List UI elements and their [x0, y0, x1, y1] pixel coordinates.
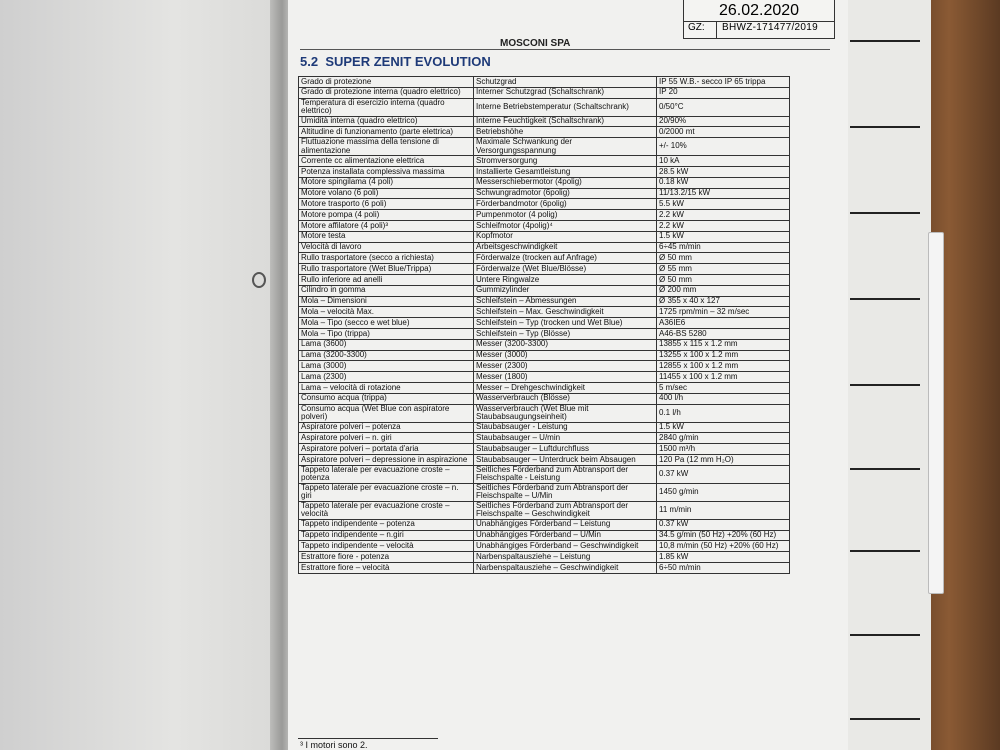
- value-cell: IP 55 W.B.- secco IP 65 trippa: [657, 77, 790, 88]
- table-row: [299, 264, 790, 275]
- page-edge-mark: [850, 126, 920, 128]
- value-cell: 0.37 kW: [657, 519, 790, 530]
- it-label-cell: Lama (3200-3300): [299, 350, 474, 361]
- table-row: [299, 350, 790, 361]
- value-cell: 0/50°C: [657, 98, 790, 116]
- it-label-cell: Motore spingilama (4 poli): [299, 177, 474, 188]
- it-label-cell: Motore trasporto (6 poli): [299, 199, 474, 210]
- page-edge-mark: [850, 298, 920, 300]
- de-label-cell: Stromversorgung: [474, 156, 657, 167]
- it-label-cell: Estrattore fiore - potenza: [299, 552, 474, 563]
- de-label-cell: Staubabsauger - Leistung: [474, 422, 657, 433]
- header-rule: [300, 49, 830, 50]
- value-cell: 1500 m³/h: [657, 444, 790, 455]
- table-row: [299, 519, 790, 530]
- it-label-cell: Aspiratore polveri – depressione in aspirazione: [299, 454, 474, 465]
- table-row: [299, 127, 790, 138]
- table-row: [299, 483, 790, 501]
- page-edge-mark: [850, 550, 920, 552]
- value-cell: 5.5 kW: [657, 199, 790, 210]
- table-row: [299, 501, 790, 519]
- value-cell: 11 m/min: [657, 501, 790, 519]
- table-row: [299, 77, 790, 88]
- value-cell: 1725 rpm/min – 32 m/sec: [657, 307, 790, 318]
- table-row: [299, 242, 790, 253]
- binder-ring: [252, 272, 266, 288]
- table-row: [299, 433, 790, 444]
- de-label-cell: Messer (3000): [474, 350, 657, 361]
- table-row: [299, 382, 790, 393]
- de-label-cell: Förderbandmotor (6polig): [474, 199, 657, 210]
- de-label-cell: Schleifmotor (4polig)⁴: [474, 220, 657, 231]
- value-cell: 2840 g/min: [657, 433, 790, 444]
- table-row: [299, 199, 790, 210]
- section-title: [300, 54, 491, 69]
- value-cell: 0.37 kW: [657, 465, 790, 483]
- de-label-cell: Narbenspaltausziehe – Geschwindigkeit: [474, 562, 657, 573]
- it-label-cell: Rullo inferiore ad anelli: [299, 274, 474, 285]
- stamp-reference: BHWZ-171477/2019: [722, 22, 818, 33]
- it-label-cell: Fluttuazione massima della tensione di alimentazione: [299, 138, 474, 156]
- value-cell: Ø 355 x 40 x 127: [657, 296, 790, 307]
- it-label-cell: Estrattore fiore – velocità: [299, 562, 474, 573]
- table-row: [299, 552, 790, 563]
- page-edge-mark: [850, 40, 920, 42]
- de-label-cell: Betriebshöhe: [474, 127, 657, 138]
- it-label-cell: Lama (3600): [299, 339, 474, 350]
- value-cell: 120 Pa (12 mm H₂O): [657, 454, 790, 465]
- table-row: [299, 562, 790, 573]
- de-label-cell: Gummizylinder: [474, 285, 657, 296]
- it-label-cell: Grado di protezione: [299, 77, 474, 88]
- it-label-cell: Mola – velocità Max.: [299, 307, 474, 318]
- value-cell: IP 20: [657, 87, 790, 98]
- de-label-cell: Seitliches Förderband zum Abtransport der Fleischspalte – U/Min: [474, 483, 657, 501]
- de-label-cell: Interner Schutzgrad (Schaltschrank): [474, 87, 657, 98]
- de-label-cell: Wasserverbrauch (Blösse): [474, 393, 657, 404]
- it-label-cell: Corrente cc alimentazione elettrica: [299, 156, 474, 167]
- table-row: [299, 116, 790, 127]
- it-label-cell: Aspiratore polveri – potenza: [299, 422, 474, 433]
- it-label-cell: Rullo trasportatore (secco a richiesta): [299, 253, 474, 264]
- table-row: [299, 339, 790, 350]
- de-label-cell: Förderwalze (Wet Blue/Blösse): [474, 264, 657, 275]
- de-label-cell: Schleifstein – Max. Geschwindigkeit: [474, 307, 657, 318]
- table-row: [299, 530, 790, 541]
- value-cell: 12855 x 100 x 1.2 mm: [657, 361, 790, 372]
- value-cell: 2.2 kW: [657, 220, 790, 231]
- section-name: SUPER ZENIT EVOLUTION: [325, 54, 491, 69]
- de-label-cell: Messer (1800): [474, 372, 657, 383]
- it-label-cell: Temperatura di esercizio interna (quadro elettrico): [299, 98, 474, 116]
- table-row: [299, 87, 790, 98]
- value-cell: 0/2000 mt: [657, 127, 790, 138]
- value-cell: 11455 x 100 x 1.2 mm: [657, 372, 790, 383]
- page-tab: [928, 232, 944, 594]
- value-cell: 10,8 m/min (50 Hz) +20% (60 Hz): [657, 541, 790, 552]
- de-label-cell: Maximale Schwankung der Versorgungsspannung: [474, 138, 657, 156]
- table-row: [299, 328, 790, 339]
- it-label-cell: Velocità di lavoro: [299, 242, 474, 253]
- table-row: [299, 210, 790, 221]
- de-label-cell: Schleifstein – Typ (Blösse): [474, 328, 657, 339]
- de-label-cell: Messer – Drehgeschwindigkeit: [474, 382, 657, 393]
- page-edge-mark: [850, 634, 920, 636]
- value-cell: 20/90%: [657, 116, 790, 127]
- de-label-cell: Unabhängiges Förderband – Geschwindigkeit: [474, 541, 657, 552]
- de-label-cell: Arbeitsgeschwindigkeit: [474, 242, 657, 253]
- de-label-cell: Seitliches Förderband zum Abtransport der Fleischspalte – Geschwindigkeit: [474, 501, 657, 519]
- it-label-cell: Tappeto laterale per evacuazione croste – velocità: [299, 501, 474, 519]
- it-label-cell: Tappeto laterale per evacuazione croste – n. giri: [299, 483, 474, 501]
- table-row: [299, 361, 790, 372]
- value-cell: Ø 50 mm: [657, 253, 790, 264]
- it-label-cell: Mola – Tipo (secco e wet blue): [299, 318, 474, 329]
- it-label-cell: Motore volano (6 poli): [299, 188, 474, 199]
- it-label-cell: Cilindro in gomma: [299, 285, 474, 296]
- it-label-cell: Tappeto indipendente – velocità: [299, 541, 474, 552]
- value-cell: 13255 x 100 x 1.2 mm: [657, 350, 790, 361]
- de-label-cell: Messer (3200-3300): [474, 339, 657, 350]
- value-cell: 400 l/h: [657, 393, 790, 404]
- stamp-box: [683, 0, 835, 39]
- it-label-cell: Potenza installata complessiva massima: [299, 166, 474, 177]
- table-row: [299, 156, 790, 167]
- it-label-cell: Tappeto indipendente – potenza: [299, 519, 474, 530]
- value-cell: +/- 10%: [657, 138, 790, 156]
- stamp-date: 26.02.2020: [684, 0, 834, 22]
- it-label-cell: Tappeto laterale per evacuazione croste – potenza: [299, 465, 474, 483]
- table-row: [299, 372, 790, 383]
- company-name: MOSCONI SPA: [500, 38, 571, 49]
- it-label-cell: Motore pompa (4 poli): [299, 210, 474, 221]
- it-label-cell: Aspiratore polveri – portata d'aria: [299, 444, 474, 455]
- value-cell: 13855 x 115 x 1.2 mm: [657, 339, 790, 350]
- table-row: [299, 98, 790, 116]
- table-row: [299, 465, 790, 483]
- table-row: [299, 444, 790, 455]
- page-edge-mark: [850, 718, 920, 720]
- value-cell: Ø 50 mm: [657, 274, 790, 285]
- table-row: [299, 220, 790, 231]
- value-cell: 2.2 kW: [657, 210, 790, 221]
- de-label-cell: Messerschiebermotor (4polig): [474, 177, 657, 188]
- value-cell: A36IE6: [657, 318, 790, 329]
- value-cell: 1450 g/min: [657, 483, 790, 501]
- it-label-cell: Grado di protezione interna (quadro elettrico): [299, 87, 474, 98]
- table-row: [299, 274, 790, 285]
- it-label-cell: Lama (3000): [299, 361, 474, 372]
- table-row: [299, 318, 790, 329]
- left-page: [0, 0, 290, 750]
- value-cell: 1.85 kW: [657, 552, 790, 563]
- specifications-table: [298, 76, 790, 574]
- de-label-cell: Schleifstein – Typ (trocken und Wet Blue): [474, 318, 657, 329]
- de-label-cell: Messer (2300): [474, 361, 657, 372]
- value-cell: Ø 200 mm: [657, 285, 790, 296]
- value-cell: A46-BS 5280: [657, 328, 790, 339]
- value-cell: 5 m/sec: [657, 382, 790, 393]
- it-label-cell: Motore testa: [299, 231, 474, 242]
- it-label-cell: Aspiratore polveri – n. giri: [299, 433, 474, 444]
- it-label-cell: Lama (2300): [299, 372, 474, 383]
- de-label-cell: Unabhängiges Förderband – U/Min: [474, 530, 657, 541]
- de-label-cell: Pumpenmotor (4 polig): [474, 210, 657, 221]
- de-label-cell: Schwungradmotor (6polig): [474, 188, 657, 199]
- table-row: [299, 296, 790, 307]
- table-row: [299, 541, 790, 552]
- de-label-cell: Interne Betriebstemperatur (Schaltschrank): [474, 98, 657, 116]
- value-cell: 34.5 g/min (50 Hz) +20% (60 Hz): [657, 530, 790, 541]
- de-label-cell: Staubabsauger – Unterdruck beim Absaugen: [474, 454, 657, 465]
- table-row: [299, 138, 790, 156]
- value-cell: 11/13.2/15 kW: [657, 188, 790, 199]
- table-row: [299, 404, 790, 422]
- it-label-cell: Tappeto indipendente – n.giri: [299, 530, 474, 541]
- table-row: [299, 393, 790, 404]
- value-cell: 10 kA: [657, 156, 790, 167]
- it-label-cell: Lama – velocità di rotazione: [299, 382, 474, 393]
- value-cell: 1.5 kW: [657, 231, 790, 242]
- stamp-gz-label: GZ:: [688, 22, 705, 33]
- value-cell: Ø 55 mm: [657, 264, 790, 275]
- de-label-cell: Förderwalze (trocken auf Anfrage): [474, 253, 657, 264]
- de-label-cell: Interne Feuchtigkeit (Schaltschrank): [474, 116, 657, 127]
- stamp-divider: [716, 21, 717, 38]
- it-label-cell: Mola – Dimensioni: [299, 296, 474, 307]
- table-row: [299, 231, 790, 242]
- page-edge-mark: [850, 384, 920, 386]
- table-row: [299, 166, 790, 177]
- table-row: [299, 454, 790, 465]
- de-label-cell: Staubabsauger – Luftdurchfluss: [474, 444, 657, 455]
- de-label-cell: Seitliches Förderband zum Abtransport der Fleischspalte - Leistung: [474, 465, 657, 483]
- de-label-cell: Untere Ringwalze: [474, 274, 657, 285]
- it-label-cell: Mola – Tipo (trippa): [299, 328, 474, 339]
- de-label-cell: Unabhängiges Förderband – Leistung: [474, 519, 657, 530]
- it-label-cell: Umidità interna (quadro elettrico): [299, 116, 474, 127]
- back-page: [840, 0, 931, 750]
- it-label-cell: Consumo acqua (Wet Blue con aspiratore polveri): [299, 404, 474, 422]
- value-cell: 0.18 kW: [657, 177, 790, 188]
- de-label-cell: Kopfmotor: [474, 231, 657, 242]
- de-label-cell: Installierte Gesamtleistung: [474, 166, 657, 177]
- section-number: 5.2: [300, 54, 319, 69]
- value-cell: 28.5 kW: [657, 166, 790, 177]
- value-cell: 6÷50 m/min: [657, 562, 790, 573]
- table-row: [299, 422, 790, 433]
- de-label-cell: Narbenspaltausziehe – Leistung: [474, 552, 657, 563]
- table-row: [299, 177, 790, 188]
- table-row: [299, 188, 790, 199]
- footnote-rule: [298, 738, 438, 739]
- de-label-cell: Wasserverbrauch (Wet Blue mit Staubabsaugungseinheit): [474, 404, 657, 422]
- de-label-cell: Schutzgrad: [474, 77, 657, 88]
- table-row: [299, 307, 790, 318]
- it-label-cell: Motore affilatore (4 poli)³: [299, 220, 474, 231]
- page-edge-mark: [850, 468, 920, 470]
- de-label-cell: Staubabsauger – U/min: [474, 433, 657, 444]
- table-row: [299, 253, 790, 264]
- page-edge-mark: [850, 212, 920, 214]
- de-label-cell: Schleifstein – Abmessungen: [474, 296, 657, 307]
- it-label-cell: Consumo acqua (trippa): [299, 393, 474, 404]
- it-label-cell: Rullo trasportatore (Wet Blue/Trippa): [299, 264, 474, 275]
- value-cell: 0.1 l/h: [657, 404, 790, 422]
- table-row: [299, 285, 790, 296]
- footnote: ³ I motori sono 2.: [300, 740, 368, 750]
- value-cell: 1.5 kW: [657, 422, 790, 433]
- it-label-cell: Altitudine di funzionamento (parte elettrica): [299, 127, 474, 138]
- value-cell: 6÷45 m/min: [657, 242, 790, 253]
